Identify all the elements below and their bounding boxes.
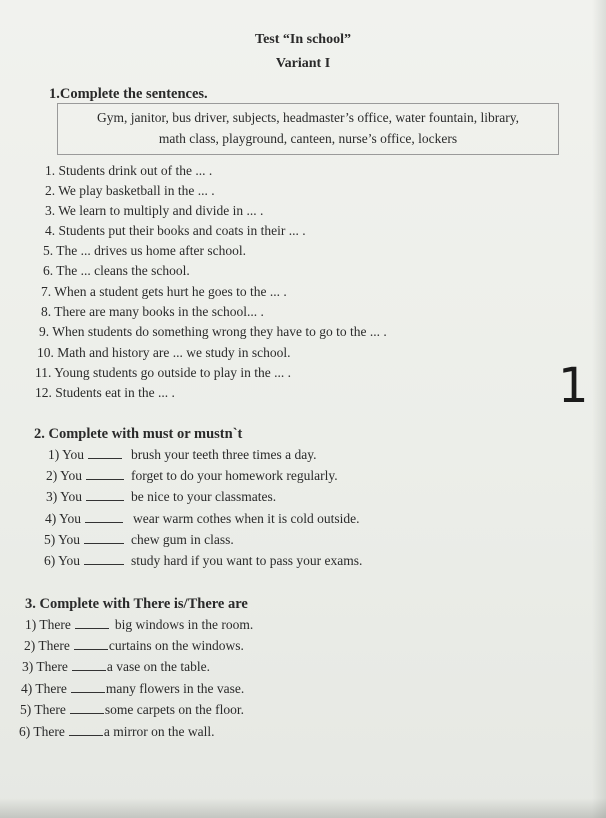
section2-item-5 xyxy=(44,532,234,548)
item-text: chew gum in class. xyxy=(131,532,234,547)
item-prefix: 1) You xyxy=(48,447,85,462)
section2-heading: 2. Complete with must or mustn`t xyxy=(34,426,243,442)
section3-item-5 xyxy=(20,702,244,718)
answer-blank[interactable] xyxy=(70,703,104,714)
item-text: forget to do your homework regularly. xyxy=(131,468,338,483)
answer-blank[interactable] xyxy=(84,533,124,544)
answer-blank[interactable] xyxy=(71,682,105,693)
section2-item-4 xyxy=(45,511,359,527)
section1-item-4: 4. Students put their books and coats in their ... . xyxy=(45,223,306,238)
section3-item-6 xyxy=(19,724,214,740)
item-text: a mirror on the wall. xyxy=(103,724,215,739)
section2-item-3 xyxy=(46,489,276,505)
page-edge-shadow xyxy=(592,0,606,818)
item-prefix: 4) There xyxy=(21,681,67,696)
section2-item-6 xyxy=(44,553,362,569)
section1-item-7: 7. When a student gets hurt he goes to the ... . xyxy=(41,284,287,299)
section1-item-1: 1. Students drink out of the ... . xyxy=(45,163,213,178)
answer-blank[interactable] xyxy=(88,448,122,459)
answer-blank[interactable] xyxy=(69,725,103,736)
page-bottom-shadow xyxy=(0,798,606,818)
item-text: many flowers in the vase. xyxy=(105,681,245,696)
item-prefix: 1) There xyxy=(25,617,71,632)
answer-blank[interactable] xyxy=(74,639,108,650)
section1-item-12: 12. Students eat in the ... . xyxy=(35,385,175,400)
item-text: big windows in the room. xyxy=(114,617,254,632)
word-bank-line-1: Gym, janitor, bus driver, subjects, headmaster’s office, water fountain, library, xyxy=(97,110,519,125)
item-prefix: 4) You xyxy=(45,511,82,526)
item-prefix: 5) You xyxy=(44,532,81,547)
answer-blank[interactable] xyxy=(85,512,123,523)
item-text: study hard if you want to pass your exams. xyxy=(131,553,363,568)
item-prefix: 3) You xyxy=(46,489,83,504)
section1-item-11: 11. Young students go outside to play in the ... . xyxy=(35,365,292,380)
answer-blank[interactable] xyxy=(75,618,109,629)
item-text: be nice to your classmates. xyxy=(131,489,277,504)
item-prefix: 5) There xyxy=(20,702,66,717)
section3-item-1 xyxy=(25,617,253,633)
section3-item-2 xyxy=(24,638,244,654)
item-prefix: 6) There xyxy=(19,724,65,739)
item-text: wear warm cothes when it is cold outside. xyxy=(133,511,360,526)
section1-item-10: 10. Math and history are ... we study in school. xyxy=(37,345,291,360)
section1-heading: 1.Complete the sentences. xyxy=(49,86,208,102)
section3-item-3 xyxy=(22,659,210,675)
section1-item-6: 6. The ... cleans the school. xyxy=(43,263,190,278)
item-prefix: 6) You xyxy=(44,553,81,568)
section1-item-3: 3. We learn to multiply and divide in ... . xyxy=(45,203,264,218)
item-prefix: 3) There xyxy=(22,659,68,674)
section1-item-2: 2. We play basketball in the ... . xyxy=(45,183,215,198)
section1-item-9: 9. When students do something wrong they have to go to the ... . xyxy=(39,324,387,339)
section3-heading: 3. Complete with There is/There are xyxy=(25,596,248,612)
answer-blank[interactable] xyxy=(86,469,124,480)
item-text: curtains on the windows. xyxy=(108,638,244,653)
answer-blank[interactable] xyxy=(86,490,124,501)
section2-item-1 xyxy=(48,447,316,463)
item-text: a vase on the table. xyxy=(106,659,210,674)
word-bank-box xyxy=(57,103,559,155)
item-text: brush your teeth three times a day. xyxy=(131,447,317,462)
handwritten-score-mark: 1 xyxy=(558,358,589,414)
variant-label: Variant I xyxy=(275,56,331,71)
item-text: some carpets on the floor. xyxy=(104,702,244,717)
item-prefix: 2) You xyxy=(46,468,83,483)
section1-item-5: 5. The ... drives us home after school. xyxy=(43,243,246,258)
word-bank-line-2: math class, playground, canteen, nurse’s office, lockers xyxy=(158,131,458,146)
test-title: Test “In school” xyxy=(255,32,351,47)
section3-item-4 xyxy=(21,681,244,697)
answer-blank[interactable] xyxy=(72,660,106,671)
section2-item-2 xyxy=(46,468,338,484)
answer-blank[interactable] xyxy=(84,554,124,565)
section1-item-8: 8. There are many books in the school... . xyxy=(41,304,264,319)
item-prefix: 2) There xyxy=(24,638,70,653)
